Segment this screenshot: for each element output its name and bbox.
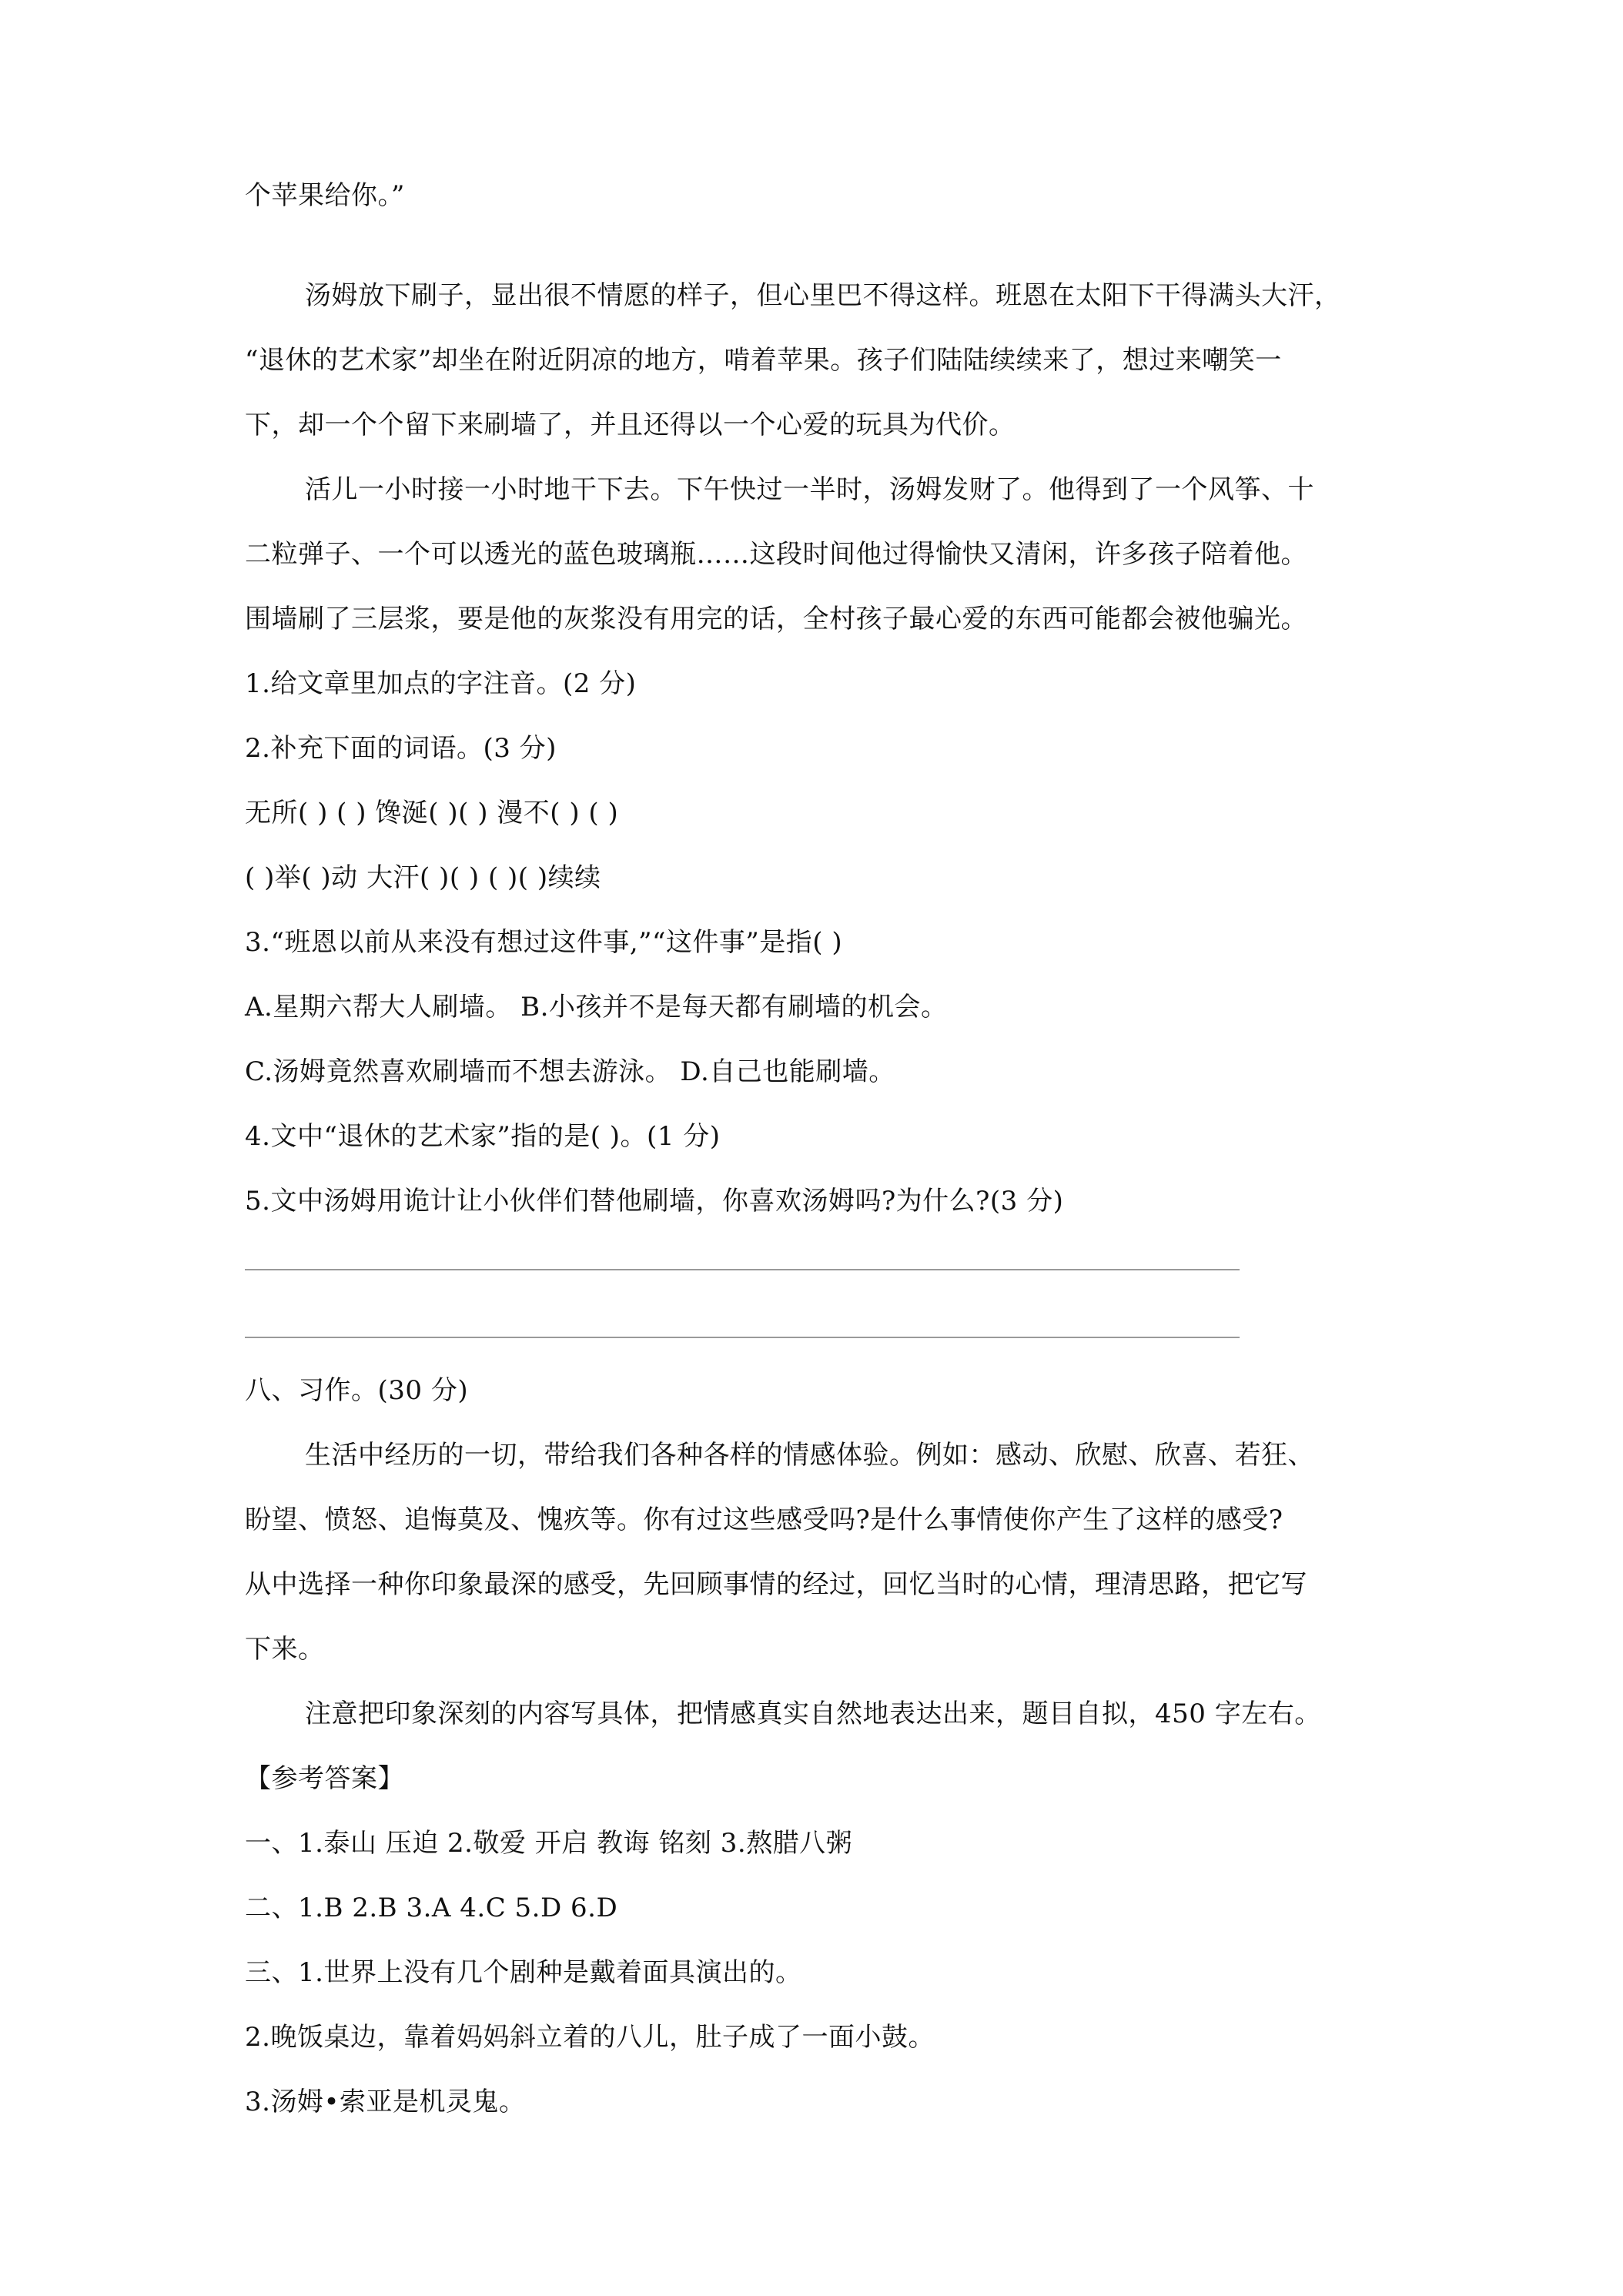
passage-line: 下，却一个个留下来刷墙了，并且还得以一个心爱的玩具为代价。 [245, 410, 1016, 440]
passage-line: 个苹果给你。” [245, 180, 405, 211]
passage-line: 围墙刷了三层浆，要是他的灰浆没有用完的话，全村孩子最心爱的东西可能都会被他骗光。 [245, 604, 1307, 634]
option-a-b: A.星期六帮大人刷墙。 B.小孩并不是每天都有刷墙的机会。 [245, 992, 948, 1022]
essay-prompt-line: 生活中经历的一切，带给我们各种各样的情感体验。例如：感动、欣慰、欣喜、若狂、 [305, 1440, 1314, 1471]
answer-blank-line [245, 1337, 1240, 1338]
option-c-d: C.汤姆竟然喜欢刷墙而不想去游泳。 D.自己也能刷墙。 [245, 1056, 895, 1087]
question-5: 5.文中汤姆用诡计让小伙伴们替他刷墙，你喜欢汤姆吗?为什么?(3 分) [245, 1186, 1064, 1217]
answer-line: 三、1.世界上没有几个剧种是戴着面具演出的。 [245, 1957, 802, 1988]
answers-heading: 【参考答案】 [245, 1763, 404, 1794]
essay-prompt-line: 下来。 [245, 1634, 325, 1665]
passage-line: 二粒弹子、一个可以透光的蓝色玻璃瓶……这段时间他过得愉快又清闲，许多孩子陪着他。 [245, 539, 1307, 570]
answer-line: 二、1.B 2.B 3.A 4.C 5.D 6.D [245, 1893, 618, 1923]
essay-prompt-line: 从中选择一种你印象最深的感受，先回顾事情的经过，回忆当时的心情，理清思路，把它写 [245, 1569, 1307, 1600]
essay-prompt-line: 盼望、愤怒、追悔莫及、愧疚等。你有过这些感受吗?是什么事情使你产生了这样的感受? [245, 1504, 1283, 1535]
question-2: 2.补充下面的词语。(3 分) [245, 733, 557, 764]
answer-line: 一、1.泰山 压迫 2.敬爱 开启 教诲 铭刻 3.熬腊八粥 [245, 1828, 853, 1859]
section-8-heading: 八、习作。(30 分) [245, 1375, 469, 1406]
passage-line: 活儿一小时接一小时地干下去。下午快过一半时，汤姆发财了。他得到了一个风筝、十 [305, 474, 1314, 505]
word-fill-row-2: ( )举( )动 大汗( )( ) ( )( )续续 [245, 862, 601, 893]
answer-line: 2.晚饭桌边，靠着妈妈斜立着的八儿，肚子成了一面小鼓。 [245, 2022, 935, 2053]
passage-line: 汤姆放下刷子，显出很不情愿的样子，但心里巴不得这样。班恩在太阳下干得满头大汗， [305, 280, 1341, 311]
word-fill-row-1: 无所( ) ( ) 馋涎( )( ) 漫不( ) ( ) [245, 798, 619, 828]
answer-line: 3.汤姆•索亚是机灵鬼。 [245, 2087, 526, 2117]
essay-requirement: 注意把印象深刻的内容写具体，把情感真实自然地表达出来，题目自拟，450 字左右。 [305, 1699, 1321, 1729]
answer-blank-line [245, 1269, 1240, 1270]
passage-line: “退休的艺术家”却坐在附近阴凉的地方，啃着苹果。孩子们陆陆续续来了，想过来嘲笑一 [245, 345, 1282, 376]
question-4: 4.文中“退休的艺术家”指的是( )。(1 分) [245, 1121, 721, 1152]
question-3: 3.“班恩以前从来没有想过这件事,”“这件事”是指( ) [245, 927, 843, 958]
question-1: 1.给文章里加点的字注音。(2 分) [245, 668, 637, 699]
